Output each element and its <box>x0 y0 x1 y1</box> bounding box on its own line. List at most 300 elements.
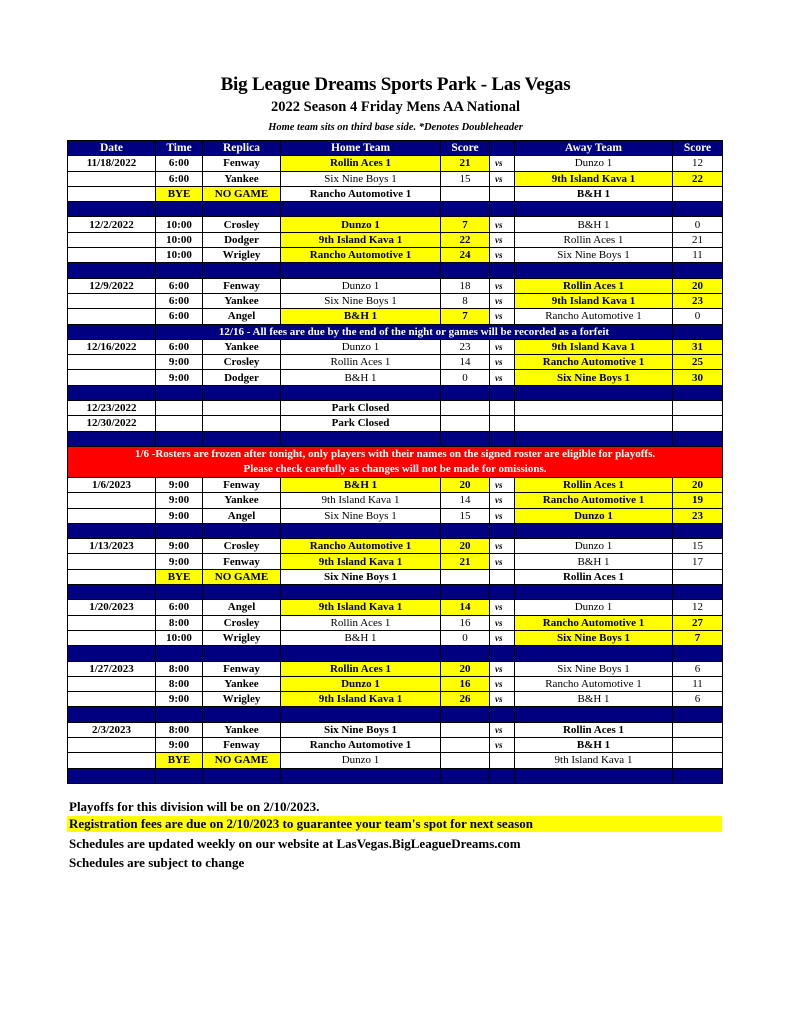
away-score: 21 <box>673 232 723 247</box>
spacer-cell <box>281 646 441 661</box>
spacer-cell <box>203 646 281 661</box>
away-score: 17 <box>673 554 723 569</box>
game-row <box>68 156 723 171</box>
game-replica: Yankee <box>203 171 281 186</box>
game-replica: NO GAME <box>203 569 281 584</box>
spacer-row <box>68 431 723 446</box>
empty-cell <box>673 401 723 416</box>
home-team: B&H 1 <box>281 370 441 385</box>
game-date <box>68 186 156 201</box>
game-date <box>68 355 156 370</box>
registration-note: Registration fees are due on 2/10/2023 to guarantee your team's spot for next season <box>67 816 722 832</box>
vs-label: vs <box>490 737 515 752</box>
game-row <box>68 293 723 308</box>
game-date <box>68 232 156 247</box>
game-row <box>68 692 723 707</box>
game-replica: Wrigley <box>203 692 281 707</box>
vs-label: vs <box>490 232 515 247</box>
vs-label <box>490 753 515 768</box>
game-time: BYE <box>156 569 203 584</box>
away-team: Rollin Aces 1 <box>515 477 673 492</box>
away-score: 0 <box>673 309 723 324</box>
away-score: 22 <box>673 171 723 186</box>
vs-label: vs <box>490 171 515 186</box>
spacer-cell <box>673 431 723 446</box>
playoffs-note: Playoffs for this division will be on 2/10/2023. <box>69 799 320 814</box>
game-row <box>68 554 723 569</box>
home-team-note: Home team sits on third base side. *Denotes Doubleheader <box>268 122 523 133</box>
roster-banner-row <box>68 446 723 477</box>
home-team: Rancho Automotive 1 <box>281 539 441 554</box>
home-team: Dunzo 1 <box>281 339 441 354</box>
spacer-cell <box>281 585 441 600</box>
game-replica: Fenway <box>203 156 281 171</box>
spacer-cell <box>441 523 490 538</box>
game-row <box>68 232 723 247</box>
away-team: B&H 1 <box>515 186 673 201</box>
home-score: 22 <box>441 232 490 247</box>
home-score <box>441 569 490 584</box>
away-team: Dunzo 1 <box>515 600 673 615</box>
spacer-cell <box>515 585 673 600</box>
game-replica: Dodger <box>203 370 281 385</box>
spacer-cell <box>203 431 281 446</box>
away-team: Six Nine Boys 1 <box>515 370 673 385</box>
home-score: 24 <box>441 248 490 263</box>
game-time: 6:00 <box>156 339 203 354</box>
vs-label: vs <box>490 615 515 630</box>
empty-cell <box>203 401 281 416</box>
spacer-row <box>68 768 723 783</box>
home-score: 14 <box>441 355 490 370</box>
away-team: Rancho Automotive 1 <box>515 493 673 508</box>
empty-cell <box>441 416 490 431</box>
spacer-cell <box>673 263 723 278</box>
spacer-cell <box>441 585 490 600</box>
home-team: Dunzo 1 <box>281 278 441 293</box>
park-closed-row <box>68 416 723 431</box>
away-team: Rancho Automotive 1 <box>515 615 673 630</box>
spacer-cell <box>68 646 156 661</box>
away-team: Dunzo 1 <box>515 156 673 171</box>
spacer-cell <box>673 768 723 783</box>
empty-cell <box>490 416 515 431</box>
game-time: 6:00 <box>156 156 203 171</box>
spacer-cell <box>203 263 281 278</box>
spacer-cell <box>203 585 281 600</box>
game-replica: Angel <box>203 508 281 523</box>
vs-label: vs <box>490 722 515 737</box>
away-score: 19 <box>673 493 723 508</box>
home-team: Rollin Aces 1 <box>281 661 441 676</box>
empty-cell <box>441 401 490 416</box>
spacer-cell <box>490 585 515 600</box>
game-replica: Wrigley <box>203 248 281 263</box>
vs-label: vs <box>490 293 515 308</box>
game-time: 9:00 <box>156 508 203 523</box>
away-score <box>673 722 723 737</box>
home-score <box>441 737 490 752</box>
game-row <box>68 661 723 676</box>
game-replica: Yankee <box>203 493 281 508</box>
spacer-cell <box>281 431 441 446</box>
game-date <box>68 248 156 263</box>
game-row <box>68 248 723 263</box>
empty-cell <box>156 416 203 431</box>
home-score: 14 <box>441 493 490 508</box>
game-replica: Crosley <box>203 217 281 232</box>
spacer-cell <box>68 585 156 600</box>
game-replica: Yankee <box>203 722 281 737</box>
spacer-cell <box>490 646 515 661</box>
spacer-row <box>68 523 723 538</box>
spacer-cell <box>490 768 515 783</box>
spacer-cell <box>203 768 281 783</box>
vs-label: vs <box>490 630 515 645</box>
home-team: Six Nine Boys 1 <box>281 293 441 308</box>
home-score: 18 <box>441 278 490 293</box>
fees-banner-row <box>68 324 723 339</box>
spacer-cell <box>156 523 203 538</box>
empty-cell <box>203 416 281 431</box>
game-time: 10:00 <box>156 217 203 232</box>
spacer-cell <box>490 385 515 400</box>
game-date <box>68 370 156 385</box>
spacer-row <box>68 263 723 278</box>
away-team: B&H 1 <box>515 692 673 707</box>
away-score: 31 <box>673 339 723 354</box>
game-replica: Dodger <box>203 232 281 247</box>
home-team: Dunzo 1 <box>281 753 441 768</box>
spacer-cell <box>515 202 673 217</box>
home-team: B&H 1 <box>281 630 441 645</box>
spacer-cell <box>203 707 281 722</box>
vs-label: vs <box>490 477 515 492</box>
spacer-cell <box>490 707 515 722</box>
spacer-row <box>68 202 723 217</box>
spacer-cell <box>281 385 441 400</box>
home-score: 20 <box>441 661 490 676</box>
game-replica: Angel <box>203 309 281 324</box>
away-team: Rancho Automotive 1 <box>515 309 673 324</box>
vs-label: vs <box>490 278 515 293</box>
game-date <box>68 753 156 768</box>
spacer-cell <box>68 768 156 783</box>
column-header-home-score: Score <box>441 141 490 156</box>
game-row <box>68 309 723 324</box>
spacer-cell <box>68 263 156 278</box>
game-replica: Fenway <box>203 278 281 293</box>
game-row <box>68 171 723 186</box>
game-row <box>68 676 723 691</box>
spacer-cell <box>490 431 515 446</box>
game-date: 12/16/2022 <box>68 339 156 354</box>
vs-label: vs <box>490 661 515 676</box>
away-team: Rancho Automotive 1 <box>515 355 673 370</box>
home-team: Rollin Aces 1 <box>281 156 441 171</box>
game-time: BYE <box>156 753 203 768</box>
game-replica: Fenway <box>203 477 281 492</box>
spacer-cell <box>673 385 723 400</box>
away-score: 27 <box>673 615 723 630</box>
away-team: Rollin Aces 1 <box>515 232 673 247</box>
away-team: 9th Island Kava 1 <box>515 753 673 768</box>
game-date <box>68 630 156 645</box>
vs-label: vs <box>490 692 515 707</box>
game-replica: Fenway <box>203 661 281 676</box>
game-time: 6:00 <box>156 171 203 186</box>
vs-label: vs <box>490 676 515 691</box>
game-time: 9:00 <box>156 477 203 492</box>
column-header-away-team: Away Team <box>515 141 673 156</box>
away-team: Six Nine Boys 1 <box>515 630 673 645</box>
game-time: 9:00 <box>156 692 203 707</box>
roster-banner-line-2: Please check carefully as changes will not be made for omissions. <box>243 462 547 475</box>
spacer-cell <box>441 263 490 278</box>
empty-cell <box>515 401 673 416</box>
home-team: Six Nine Boys 1 <box>281 569 441 584</box>
game-row <box>68 217 723 232</box>
schedule-change-note: Schedules are subject to change <box>69 855 245 870</box>
home-score: 0 <box>441 630 490 645</box>
game-replica: Fenway <box>203 737 281 752</box>
game-row <box>68 737 723 752</box>
game-row <box>68 508 723 523</box>
game-time: 9:00 <box>156 554 203 569</box>
vs-label: vs <box>490 554 515 569</box>
game-date <box>68 293 156 308</box>
away-team: 9th Island Kava 1 <box>515 293 673 308</box>
page-title: Big League Dreams Sports Park - Las Vegas <box>220 74 571 95</box>
away-score <box>673 569 723 584</box>
game-time: 9:00 <box>156 370 203 385</box>
spacer-cell <box>203 523 281 538</box>
spacer-row <box>68 585 723 600</box>
vs-label: vs <box>490 309 515 324</box>
game-date: 1/13/2023 <box>68 539 156 554</box>
away-team: Dunzo 1 <box>515 539 673 554</box>
game-replica: Crosley <box>203 615 281 630</box>
home-score: 16 <box>441 615 490 630</box>
away-team: Rollin Aces 1 <box>515 722 673 737</box>
game-replica: Yankee <box>203 339 281 354</box>
banner-edge-cell <box>68 324 156 339</box>
home-team: B&H 1 <box>281 309 441 324</box>
home-team: Dunzo 1 <box>281 217 441 232</box>
away-score <box>673 737 723 752</box>
game-time: 9:00 <box>156 539 203 554</box>
away-team: Dunzo 1 <box>515 508 673 523</box>
away-score <box>673 186 723 201</box>
home-team: Rancho Automotive 1 <box>281 186 441 201</box>
home-score: 21 <box>441 156 490 171</box>
game-date <box>68 309 156 324</box>
vs-label: vs <box>490 156 515 171</box>
spacer-cell <box>673 707 723 722</box>
game-date <box>68 615 156 630</box>
away-team: 9th Island Kava 1 <box>515 171 673 186</box>
game-time: 10:00 <box>156 232 203 247</box>
spacer-cell <box>156 385 203 400</box>
home-team: Dunzo 1 <box>281 676 441 691</box>
game-row <box>68 186 723 201</box>
spacer-cell <box>203 385 281 400</box>
spacer-cell <box>68 202 156 217</box>
website-note: Schedules are updated weekly on our website at LasVegas.BigLeagueDreams.com <box>69 836 521 851</box>
away-team: Six Nine Boys 1 <box>515 248 673 263</box>
spacer-cell <box>515 707 673 722</box>
spacer-cell <box>515 385 673 400</box>
game-replica: Yankee <box>203 293 281 308</box>
away-score: 25 <box>673 355 723 370</box>
home-team: Rancho Automotive 1 <box>281 248 441 263</box>
spacer-cell <box>515 431 673 446</box>
spacer-cell <box>490 263 515 278</box>
home-score: 20 <box>441 539 490 554</box>
game-row <box>68 355 723 370</box>
game-replica: NO GAME <box>203 753 281 768</box>
park-closed-label: Park Closed <box>281 416 441 431</box>
game-date <box>68 692 156 707</box>
away-team: Rancho Automotive 1 <box>515 676 673 691</box>
vs-label <box>490 569 515 584</box>
game-replica: Crosley <box>203 539 281 554</box>
spacer-cell <box>673 202 723 217</box>
spacer-cell <box>490 523 515 538</box>
home-score: 15 <box>441 171 490 186</box>
game-row <box>68 370 723 385</box>
away-team: Rollin Aces 1 <box>515 278 673 293</box>
empty-cell <box>673 416 723 431</box>
game-date <box>68 493 156 508</box>
home-score <box>441 722 490 737</box>
away-team: B&H 1 <box>515 217 673 232</box>
away-score: 20 <box>673 477 723 492</box>
away-score: 11 <box>673 248 723 263</box>
vs-label <box>490 186 515 201</box>
away-score: 12 <box>673 156 723 171</box>
empty-cell <box>156 401 203 416</box>
page-subtitle: 2022 Season 4 Friday Mens AA National <box>271 99 520 115</box>
game-time: 10:00 <box>156 248 203 263</box>
home-score: 15 <box>441 508 490 523</box>
spacer-cell <box>281 523 441 538</box>
game-row <box>68 630 723 645</box>
spacer-cell <box>156 707 203 722</box>
spacer-cell <box>156 202 203 217</box>
spacer-cell <box>156 431 203 446</box>
home-team: Rollin Aces 1 <box>281 615 441 630</box>
vs-label: vs <box>490 508 515 523</box>
home-team: Rollin Aces 1 <box>281 355 441 370</box>
home-score: 7 <box>441 309 490 324</box>
spacer-row <box>68 707 723 722</box>
spacer-cell <box>515 523 673 538</box>
game-time: 8:00 <box>156 615 203 630</box>
home-score: 0 <box>441 370 490 385</box>
closed-date: 12/30/2022 <box>68 416 156 431</box>
game-replica: Fenway <box>203 554 281 569</box>
home-team: 9th Island Kava 1 <box>281 232 441 247</box>
game-time: 6:00 <box>156 293 203 308</box>
game-date: 1/20/2023 <box>68 600 156 615</box>
spacer-cell <box>441 768 490 783</box>
away-team: Rollin Aces 1 <box>515 569 673 584</box>
game-replica: Crosley <box>203 355 281 370</box>
game-date <box>68 554 156 569</box>
game-date <box>68 508 156 523</box>
column-header-home-team: Home Team <box>281 141 441 156</box>
home-score: 21 <box>441 554 490 569</box>
game-date <box>68 676 156 691</box>
game-time: 9:00 <box>156 493 203 508</box>
home-team: Six Nine Boys 1 <box>281 508 441 523</box>
spacer-cell <box>673 585 723 600</box>
game-row <box>68 539 723 554</box>
away-score: 23 <box>673 508 723 523</box>
empty-cell <box>490 401 515 416</box>
away-team: B&H 1 <box>515 554 673 569</box>
away-score: 6 <box>673 692 723 707</box>
home-score: 7 <box>441 217 490 232</box>
game-row <box>68 569 723 584</box>
home-score: 8 <box>441 293 490 308</box>
spacer-cell <box>156 646 203 661</box>
game-replica: NO GAME <box>203 186 281 201</box>
vs-label: vs <box>490 339 515 354</box>
game-date <box>68 171 156 186</box>
spacer-cell <box>203 202 281 217</box>
away-score: 11 <box>673 676 723 691</box>
game-time: 6:00 <box>156 600 203 615</box>
home-team: 9th Island Kava 1 <box>281 692 441 707</box>
column-header-time: Time <box>156 141 203 156</box>
vs-label: vs <box>490 600 515 615</box>
spacer-cell <box>68 385 156 400</box>
table-header-row <box>68 141 723 156</box>
game-date: 11/18/2022 <box>68 156 156 171</box>
home-team: 9th Island Kava 1 <box>281 600 441 615</box>
away-score: 15 <box>673 539 723 554</box>
home-team: Rancho Automotive 1 <box>281 737 441 752</box>
game-time: 8:00 <box>156 676 203 691</box>
game-date: 2/3/2023 <box>68 722 156 737</box>
column-header-vs <box>490 141 515 156</box>
game-date <box>68 737 156 752</box>
spacer-cell <box>441 707 490 722</box>
home-score: 16 <box>441 676 490 691</box>
game-row <box>68 477 723 492</box>
game-row <box>68 600 723 615</box>
roster-banner-line-1: 1/6 -Rosters are frozen after tonight, only players with their names on the signed roster are eligible for playoffs. <box>134 447 656 460</box>
fees-banner: 12/16 - All fees are due by the end of the night or games will be recorded as a forfeit <box>156 324 673 339</box>
column-header-replica: Replica <box>203 141 281 156</box>
game-replica: Yankee <box>203 676 281 691</box>
away-team: B&H 1 <box>515 737 673 752</box>
home-score: 23 <box>441 339 490 354</box>
away-score: 20 <box>673 278 723 293</box>
vs-label: vs <box>490 355 515 370</box>
spacer-cell <box>515 646 673 661</box>
home-team: 9th Island Kava 1 <box>281 554 441 569</box>
spacer-cell <box>281 768 441 783</box>
spacer-cell <box>156 585 203 600</box>
game-time: 6:00 <box>156 309 203 324</box>
away-score: 12 <box>673 600 723 615</box>
spacer-cell <box>68 431 156 446</box>
spacer-row <box>68 646 723 661</box>
game-row <box>68 753 723 768</box>
